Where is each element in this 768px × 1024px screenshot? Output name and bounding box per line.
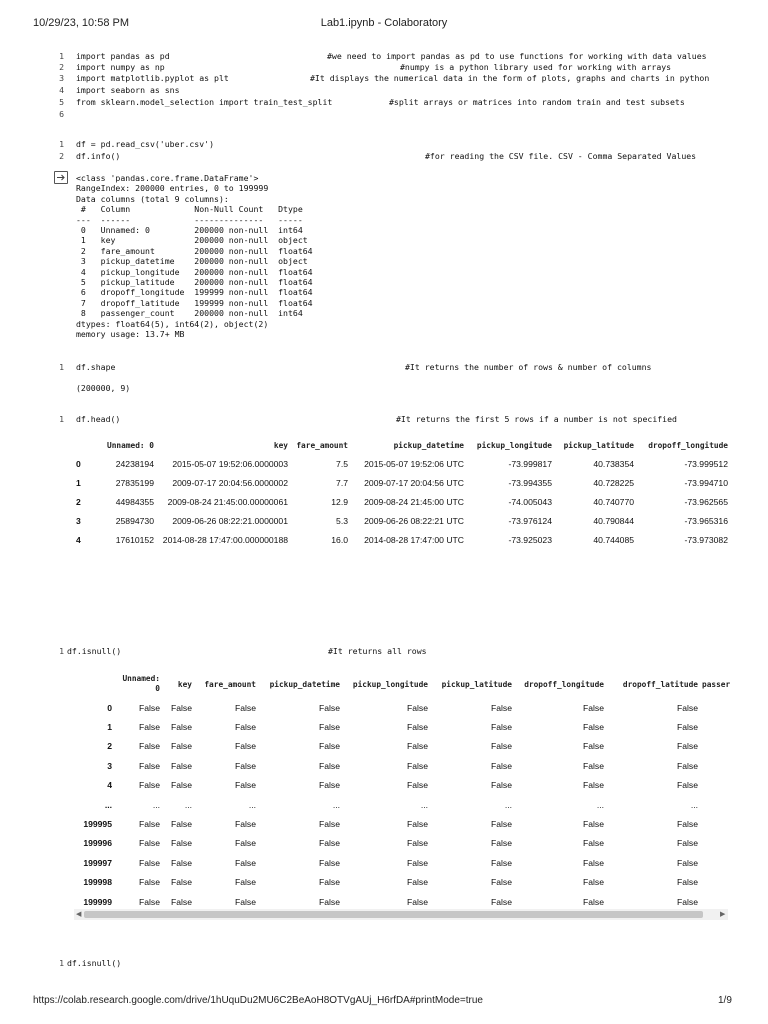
table-row	[76, 776, 730, 795]
code-line: import seaborn as sns	[76, 85, 180, 95]
table-cell: False	[582, 877, 604, 888]
table-cell: -73.976124	[508, 515, 552, 526]
table-cell	[698, 756, 730, 775]
table-cell: 7.5	[336, 458, 348, 469]
table-cell: False	[490, 741, 512, 752]
table-row	[76, 873, 730, 892]
table-cell: False	[234, 857, 256, 868]
table-cell: 17610152	[115, 534, 154, 545]
code-line: import numpy as np	[76, 62, 165, 72]
code-comment: #It displays the numerical data in the form of plots, graphs and charts in python	[310, 73, 710, 83]
line-number: 2	[59, 62, 64, 72]
table-cell: ...	[152, 799, 160, 810]
table-cell: -73.925023	[508, 534, 552, 545]
line-number: 1	[59, 646, 64, 656]
table-cell: False	[318, 760, 340, 771]
line-number: 2	[59, 151, 64, 161]
row-index: 2	[107, 741, 112, 752]
table-cell: False	[170, 702, 192, 713]
table-cell: False	[406, 780, 428, 791]
table-cell: False	[170, 780, 192, 791]
line-number: 6	[59, 109, 64, 119]
table-cell: False	[582, 780, 604, 791]
table-cell: ...	[596, 799, 604, 810]
table-cell: False	[406, 877, 428, 888]
table-cell: False	[234, 896, 256, 907]
table-cell: False	[406, 838, 428, 849]
table-cell	[698, 737, 730, 756]
table-row	[76, 698, 730, 717]
table-cell: -73.994710	[684, 477, 728, 488]
table-cell: -74.005043	[508, 496, 552, 507]
table-row	[76, 530, 728, 549]
shape-output: (200000, 9)	[76, 383, 131, 393]
table-cell: 40.728225	[593, 477, 634, 488]
table-cell: -73.965316	[684, 515, 728, 526]
column-header: dropoff_longitude	[648, 441, 728, 450]
table-cell: 40.740770	[593, 496, 634, 507]
table-cell: False	[170, 838, 192, 849]
table-cell: 2009-07-17 20:04:56 UTC	[364, 477, 464, 488]
column-header: key	[273, 441, 288, 450]
code-comment: #It returns all rows	[328, 646, 427, 656]
output-redirect-icon[interactable]	[54, 171, 68, 184]
table-cell: False	[138, 896, 160, 907]
code-comment: #for reading the CSV file. CSV - Comma Separated Values	[425, 151, 697, 161]
table-cell: False	[582, 896, 604, 907]
table-cell: False	[138, 857, 160, 868]
table-cell: 5.3	[336, 515, 348, 526]
table-row	[76, 756, 730, 775]
table-cell: False	[676, 722, 698, 733]
table-cell: False	[490, 819, 512, 830]
table-cell: False	[406, 896, 428, 907]
table-cell	[698, 717, 730, 736]
table-cell: False	[406, 819, 428, 830]
table-cell: False	[318, 722, 340, 733]
table-cell	[698, 834, 730, 853]
table-cell: False	[138, 702, 160, 713]
column-header: pickup_latitude	[563, 441, 634, 450]
table-cell: False	[676, 702, 698, 713]
table-cell: False	[406, 857, 428, 868]
column-header: passer	[702, 679, 730, 689]
table-cell: False	[406, 741, 428, 752]
column-header: Unnamed: 0	[107, 441, 154, 450]
table-row	[76, 814, 730, 833]
line-number: 5	[59, 97, 64, 107]
table-cell: False	[138, 877, 160, 888]
row-index: 199995	[83, 819, 112, 830]
column-header: pickup_datetime	[269, 679, 340, 689]
line-number: 1	[59, 958, 64, 968]
table-cell: ...	[420, 799, 428, 810]
table-cell: 2009-07-17 20:04:56.0000002	[172, 477, 288, 488]
line-number: 1	[59, 51, 64, 61]
code-line: import matplotlib.pyplot as plt	[76, 73, 229, 83]
table-cell: False	[490, 896, 512, 907]
table-cell: False	[138, 838, 160, 849]
table-cell: False	[676, 760, 698, 771]
code-comment: #numpy is a python library used for working with arrays	[400, 62, 672, 72]
table-cell: False	[170, 819, 192, 830]
code-comment: #It returns the number of rows & number of columns	[405, 362, 652, 372]
row-index: 1	[76, 477, 81, 488]
table-cell: False	[170, 741, 192, 752]
table-cell: False	[138, 780, 160, 791]
code-comment: #split arrays or matrices into random train and test subsets	[389, 97, 685, 107]
line-number: 3	[59, 73, 64, 83]
table-cell: False	[318, 896, 340, 907]
table-cell: False	[138, 741, 160, 752]
row-index: 1	[107, 722, 112, 733]
table-cell: False	[170, 896, 192, 907]
table-cell: False	[676, 780, 698, 791]
table-cell: False	[676, 819, 698, 830]
table-cell: False	[490, 702, 512, 713]
table-cell: False	[582, 760, 604, 771]
row-index: 0	[76, 458, 81, 469]
code-line[interactable]: df.shape	[76, 362, 116, 372]
table-cell: False	[170, 857, 192, 868]
code-line[interactable]: df.isnull()	[67, 958, 122, 968]
code-comment: #It returns the first 5 rows if a number is not specified	[396, 414, 677, 424]
table-cell: False	[234, 819, 256, 830]
table-cell: False	[582, 722, 604, 733]
table-cell: False	[318, 741, 340, 752]
table-cell: 12.9	[331, 496, 348, 507]
table-cell	[698, 795, 730, 814]
table-cell: False	[234, 760, 256, 771]
table-row	[76, 834, 730, 853]
table-cell: False	[406, 760, 428, 771]
row-index: 2	[76, 496, 81, 507]
table-cell: False	[234, 702, 256, 713]
isnull-dataframe	[76, 670, 730, 911]
row-index: 4	[107, 780, 112, 791]
row-index: 3	[107, 760, 112, 771]
table-cell: ...	[332, 799, 340, 810]
row-index: ...	[104, 799, 112, 810]
table-cell: 44984355	[115, 496, 154, 507]
scrollbar-thumb[interactable]	[84, 911, 703, 918]
code-line[interactable]: df.head()	[76, 414, 121, 424]
table-cell: 2009-06-26 08:22:21 UTC	[364, 515, 464, 526]
index-header	[76, 670, 112, 698]
line-number: 1	[59, 139, 64, 149]
table-cell: False	[582, 838, 604, 849]
code-line: from sklearn.model_selection import train_test_split	[76, 97, 333, 107]
table-cell: 25894730	[115, 515, 154, 526]
table-cell: False	[318, 877, 340, 888]
table-cell: False	[138, 722, 160, 733]
table-cell: False	[318, 780, 340, 791]
table-cell: False	[582, 741, 604, 752]
table-cell: 40.790844	[593, 515, 634, 526]
table-cell: ...	[184, 799, 192, 810]
table-cell: False	[490, 857, 512, 868]
column-header: fare_amount	[296, 441, 348, 450]
code-line: df.info()	[76, 151, 121, 161]
table-cell: 2009-08-24 21:45:00 UTC	[364, 496, 464, 507]
row-index: 199997	[83, 857, 112, 868]
table-cell: False	[234, 741, 256, 752]
table-cell: False	[676, 877, 698, 888]
table-cell	[698, 853, 730, 872]
row-index: 199999	[83, 896, 112, 907]
table-cell	[698, 873, 730, 892]
table-row	[76, 454, 728, 473]
table-cell: False	[490, 838, 512, 849]
table-cell: False	[234, 780, 256, 791]
table-cell: False	[234, 877, 256, 888]
table-row	[76, 717, 730, 736]
table-cell: 7.7	[336, 477, 348, 488]
table-cell: False	[318, 819, 340, 830]
row-index: 199998	[83, 877, 112, 888]
code-line: import pandas as pd	[76, 51, 170, 61]
column-header: key	[177, 679, 192, 689]
table-cell: False	[170, 760, 192, 771]
column-header: dropoff_latitude	[622, 679, 698, 689]
table-cell: False	[234, 838, 256, 849]
print-datetime: 10/29/23, 10:58 PM	[33, 17, 130, 29]
table-cell: -73.994355	[508, 477, 552, 488]
table-cell: 27835199	[115, 477, 154, 488]
scroll-right-arrow-icon[interactable]: ▶	[720, 911, 726, 918]
column-header: pickup_datetime	[393, 441, 464, 450]
table-cell: False	[676, 896, 698, 907]
table-cell: False	[406, 722, 428, 733]
line-number: 1	[59, 414, 64, 424]
page-title: Lab1.ipynb - Colaboratory	[320, 17, 448, 29]
line-number: 4	[59, 85, 64, 95]
table-cell: False	[138, 819, 160, 830]
table-cell: 2015-05-07 19:52:06.0000003	[172, 458, 288, 469]
table-cell: False	[582, 857, 604, 868]
table-cell: -73.999512	[684, 458, 728, 469]
code-line[interactable]: df.isnull()	[67, 646, 122, 656]
table-cell: False	[318, 857, 340, 868]
table-cell: False	[170, 722, 192, 733]
table-cell: False	[582, 819, 604, 830]
table-cell: 40.738354	[593, 458, 634, 469]
table-cell: False	[170, 877, 192, 888]
table-cell: False	[676, 741, 698, 752]
head-dataframe	[76, 437, 728, 549]
table-cell: ...	[248, 799, 256, 810]
page-url: https://colab.research.google.com/drive/1hUquDu2MU6C2BeAoH8OTVgAUj_H6rfDA#printMode=true	[33, 995, 483, 1006]
index-header	[76, 437, 92, 454]
column-header: pickup_longitude	[476, 441, 552, 450]
row-index: 4	[76, 534, 81, 545]
table-cell: 2015-05-07 19:52:06 UTC	[364, 458, 464, 469]
table-row	[76, 511, 728, 530]
table-cell: False	[676, 857, 698, 868]
table-cell: False	[138, 760, 160, 771]
table-cell	[698, 698, 730, 717]
table-cell	[698, 776, 730, 795]
table-row	[76, 492, 728, 511]
table-cell: False	[318, 702, 340, 713]
table-cell: -73.962565	[684, 496, 728, 507]
table-cell: ...	[504, 799, 512, 810]
row-index: 3	[76, 515, 81, 526]
table-row	[76, 737, 730, 756]
table-row	[76, 853, 730, 872]
table-cell: False	[490, 780, 512, 791]
table-row	[76, 795, 730, 814]
table-cell: 2009-06-26 08:22:21.0000001	[172, 515, 288, 526]
column-header: pickup_latitude	[441, 679, 512, 689]
table-cell: False	[490, 760, 512, 771]
column-header: fare_amount	[204, 679, 256, 689]
table-cell: 40.744085	[593, 534, 634, 545]
table-cell: False	[582, 702, 604, 713]
column-header: Unnamed: 0	[122, 674, 160, 693]
table-cell: False	[406, 702, 428, 713]
table-cell: 16.0	[331, 534, 348, 545]
table-cell: False	[490, 722, 512, 733]
line-number: 1	[59, 362, 64, 372]
column-header: dropoff_longitude	[524, 679, 604, 689]
table-row	[76, 473, 728, 492]
table-cell: 2009-08-24 21:45:00.00000061	[167, 496, 288, 507]
page-number: 1/9	[718, 995, 732, 1006]
table-cell: 2014-08-28 17:47:00 UTC	[364, 534, 464, 545]
row-index: 199996	[83, 838, 112, 849]
table-cell: False	[676, 838, 698, 849]
table-cell: 2014-08-28 17:47:00.000000188	[162, 534, 288, 545]
table-cell: -73.973082	[684, 534, 728, 545]
table-cell: False	[490, 877, 512, 888]
table-cell: False	[234, 722, 256, 733]
column-header: pickup_longitude	[352, 679, 428, 689]
info-output: <class 'pandas.core.frame.DataFrame'> RangeIndex: 200000 entries, 0 to 199999 Data columns (total 9 columns): # Column Non-Null Count Dtype --- ------ -------------- ----- 0 Unnamed: 0 200000 non-null int64 1 key 200000 non-null object 2 fare_amount 200000 non-null float64 3 pickup_datetime 200000 non-null object 4 pickup_longitude 200000 non-null float64 5 pickup_latitude 200000 non-null float64 6 dropoff_longitude 199999 non-null float64 7 dropoff_latitude 199999 non-null float64 8 passenger_count 200000 non-null int64 dtypes: float64(5), int64(2), object(2) memory usage: 13.7+ MB	[76, 173, 313, 340]
table-cell: False	[318, 838, 340, 849]
table-cell: 24238194	[115, 458, 154, 469]
scroll-left-arrow-icon[interactable]: ◀	[76, 911, 82, 918]
table-cell: ...	[690, 799, 698, 810]
code-comment: #we need to import pandas as pd to use functions for working with data values	[327, 51, 707, 61]
row-index: 0	[107, 702, 112, 713]
table-cell: -73.999817	[508, 458, 552, 469]
code-line: df = pd.read_csv('uber.csv')	[76, 139, 215, 149]
table-cell	[698, 814, 730, 833]
